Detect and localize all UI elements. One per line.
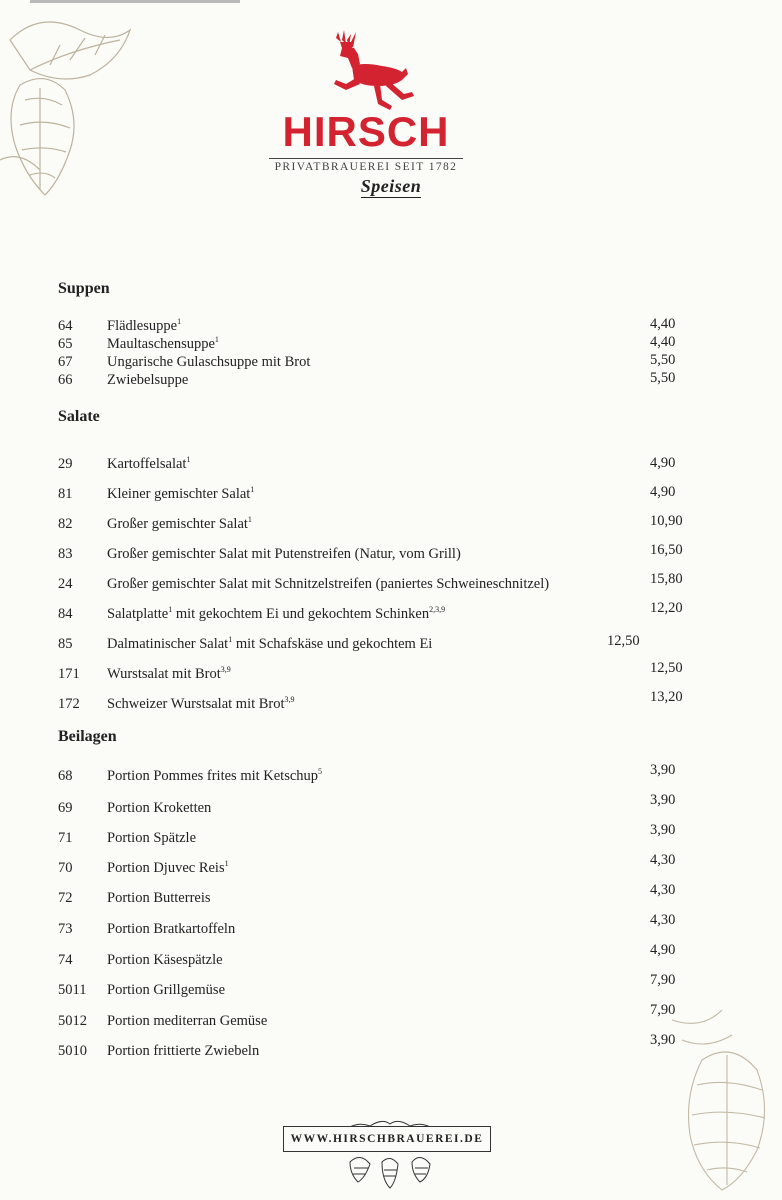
section-title: Suppen (58, 280, 110, 297)
item-name: Portion Pommes frites mit Ketschup (107, 768, 319, 784)
item-name-group (107, 318, 181, 335)
menu-item (0, 852, 782, 880)
item-price: 3,90 (650, 792, 676, 808)
allergen-note: 1 (168, 605, 173, 615)
allergen-note: 2,3,9 (429, 605, 446, 615)
item-name: Dalmatinischer Salat (107, 636, 229, 652)
item-name-group (107, 636, 432, 653)
item-name-group (107, 576, 549, 593)
item-name: Großer gemischter Salat (107, 516, 248, 532)
item-number: 5012 (58, 1013, 87, 1029)
item-name: Kleiner gemischter Salat (107, 486, 251, 502)
item-name: Portion Djuvec Reis (107, 860, 225, 876)
item-name: Schweizer Wurstsalat mit Brot (107, 696, 285, 712)
item-name: Portion Spätzle (107, 830, 197, 846)
item-name-group (107, 666, 231, 683)
item-number: 70 (58, 860, 73, 876)
item-price: 5,50 (650, 352, 676, 368)
menu-item (0, 689, 782, 716)
allergen-note: 3,9 (284, 695, 295, 705)
item-name-group (107, 456, 190, 473)
menu-item (0, 762, 782, 788)
allergen-note: 1 (228, 635, 233, 645)
item-name-group (107, 516, 252, 533)
menu-item (0, 972, 782, 1002)
menu-item (0, 1002, 782, 1033)
allergen-note: 1 (224, 859, 229, 869)
menu-item (0, 633, 782, 656)
menu-item (0, 372, 782, 392)
item-name: Wurstsalat mit Brot (107, 666, 221, 682)
allergen-note: 5 (318, 767, 323, 777)
allergen-note: 1 (186, 455, 191, 465)
item-number: 64 (58, 318, 73, 334)
allergen-note: 1 (247, 515, 252, 525)
item-name-group (107, 982, 225, 999)
item-name-group (107, 1043, 259, 1060)
item-price: 4,30 (650, 882, 676, 898)
item-name-group (107, 354, 310, 371)
item-number: 68 (58, 768, 73, 784)
brand-logo (265, 28, 467, 173)
item-number: 85 (58, 636, 73, 652)
item-price: 12,20 (650, 600, 683, 616)
item-name-group (107, 890, 211, 907)
item-name-group (107, 486, 254, 503)
menu-item (0, 912, 782, 941)
item-name-group (107, 546, 461, 563)
menu-item (0, 542, 782, 566)
menu-item (0, 600, 782, 626)
allergen-note: 1 (177, 317, 182, 327)
item-number: 5011 (58, 982, 87, 998)
item-name: Zwiebelsuppe (107, 372, 189, 388)
item-number: 29 (58, 456, 73, 472)
item-price: 16,50 (650, 542, 683, 558)
item-price: 4,30 (650, 852, 676, 868)
item-name: Salatplatte (107, 606, 169, 622)
item-number: 65 (58, 336, 73, 352)
item-price: 10,90 (650, 513, 683, 529)
section-title: Salate (58, 408, 100, 425)
item-number: 24 (58, 576, 73, 592)
stag-icon (316, 28, 416, 110)
item-number: 67 (58, 354, 73, 370)
item-price: 4,40 (650, 334, 676, 350)
page-title-text: Speisen (360, 176, 422, 196)
menu-item (0, 942, 782, 972)
menu-item (0, 792, 782, 820)
item-number: 84 (58, 606, 73, 622)
item-price: 4,90 (650, 455, 676, 471)
item-number: 172 (58, 696, 80, 712)
item-number: 74 (58, 952, 73, 968)
item-name-continued: mit gekochtem Ei und gekochtem Schinken (172, 606, 430, 622)
item-number: 171 (58, 666, 80, 682)
item-name: Portion mediterran Gemüse (107, 1013, 268, 1029)
item-price: 3,90 (650, 762, 676, 778)
item-name-continued: mit Schafskäse und gekochtem Ei (232, 636, 433, 652)
item-name: Portion Kroketten (107, 800, 212, 816)
item-price: 4,30 (650, 912, 676, 928)
item-price: 4,40 (650, 316, 676, 332)
item-price: 13,20 (650, 689, 683, 705)
item-number: 73 (58, 921, 73, 937)
item-price: 12,50 (650, 660, 683, 676)
item-price: 5,50 (650, 370, 676, 386)
menu-item (0, 571, 782, 596)
section-title: Beilagen (58, 728, 117, 745)
item-name-group (107, 952, 223, 969)
allergen-note: 3,9 (220, 665, 231, 675)
item-name-group (107, 336, 219, 353)
item-name: Portion Käsespätzle (107, 952, 223, 968)
item-name: Portion frittierte Zwiebeln (107, 1043, 260, 1059)
item-number: 81 (58, 486, 73, 502)
menu-item (0, 1032, 782, 1063)
allergen-note: 1 (214, 335, 219, 345)
item-name: Flädlesuppe (107, 318, 178, 334)
item-price: 4,90 (650, 942, 676, 958)
item-number: 72 (58, 890, 73, 906)
item-name-group (107, 830, 196, 847)
menu-item (0, 513, 782, 536)
item-name: Maultaschensuppe (107, 336, 215, 352)
item-name-group (107, 696, 295, 713)
website-footer: WWW.HIRSCHBRAUEREI.DE (283, 1126, 491, 1152)
item-number: 71 (58, 830, 73, 846)
brand-name: HIRSCH (282, 108, 450, 155)
item-price: 4,90 (650, 484, 676, 500)
item-name-group (107, 372, 188, 389)
item-number: 83 (58, 546, 73, 562)
item-name: Kartoffelsalat (107, 456, 187, 472)
brand-tagline: PRIVATBRAUEREI SEIT 1782 (274, 161, 458, 173)
menu-item (0, 486, 782, 506)
item-name: Portion Grillgemüse (107, 982, 226, 998)
item-name-group (107, 921, 235, 938)
menu-item (0, 456, 782, 476)
item-price: 3,90 (650, 1032, 676, 1048)
item-name-group (107, 1013, 267, 1030)
item-number: 5010 (58, 1043, 87, 1059)
item-name: Ungarische Gulaschsuppe mit Brot (107, 354, 311, 370)
item-price: 7,90 (650, 1002, 676, 1018)
item-name-group (107, 606, 445, 623)
item-name: Portion Butterreis (107, 890, 211, 906)
item-name: Großer gemischter Salat mit Schnitzelstreifen (paniertes Schweineschnitzel) (107, 576, 550, 592)
item-number: 69 (58, 800, 73, 816)
item-price: 12,50 (607, 633, 640, 649)
page-title (0, 176, 782, 197)
menu-item (0, 660, 782, 686)
item-number: 66 (58, 372, 73, 388)
item-name-group (107, 768, 322, 785)
item-price: 7,90 (650, 972, 676, 988)
menu-item (0, 882, 782, 910)
menu-item (0, 822, 782, 850)
item-name: Portion Bratkartoffeln (107, 921, 236, 937)
item-price: 15,80 (650, 571, 683, 587)
item-name: Großer gemischter Salat mit Putenstreifen (Natur, vom Grill) (107, 546, 461, 562)
logo-divider (269, 158, 463, 159)
item-name-group (107, 860, 229, 877)
hops-footer-icon (320, 1112, 460, 1192)
item-name-group (107, 800, 211, 817)
allergen-note: 1 (250, 485, 255, 495)
item-price: 3,90 (650, 822, 676, 838)
item-number: 82 (58, 516, 73, 532)
